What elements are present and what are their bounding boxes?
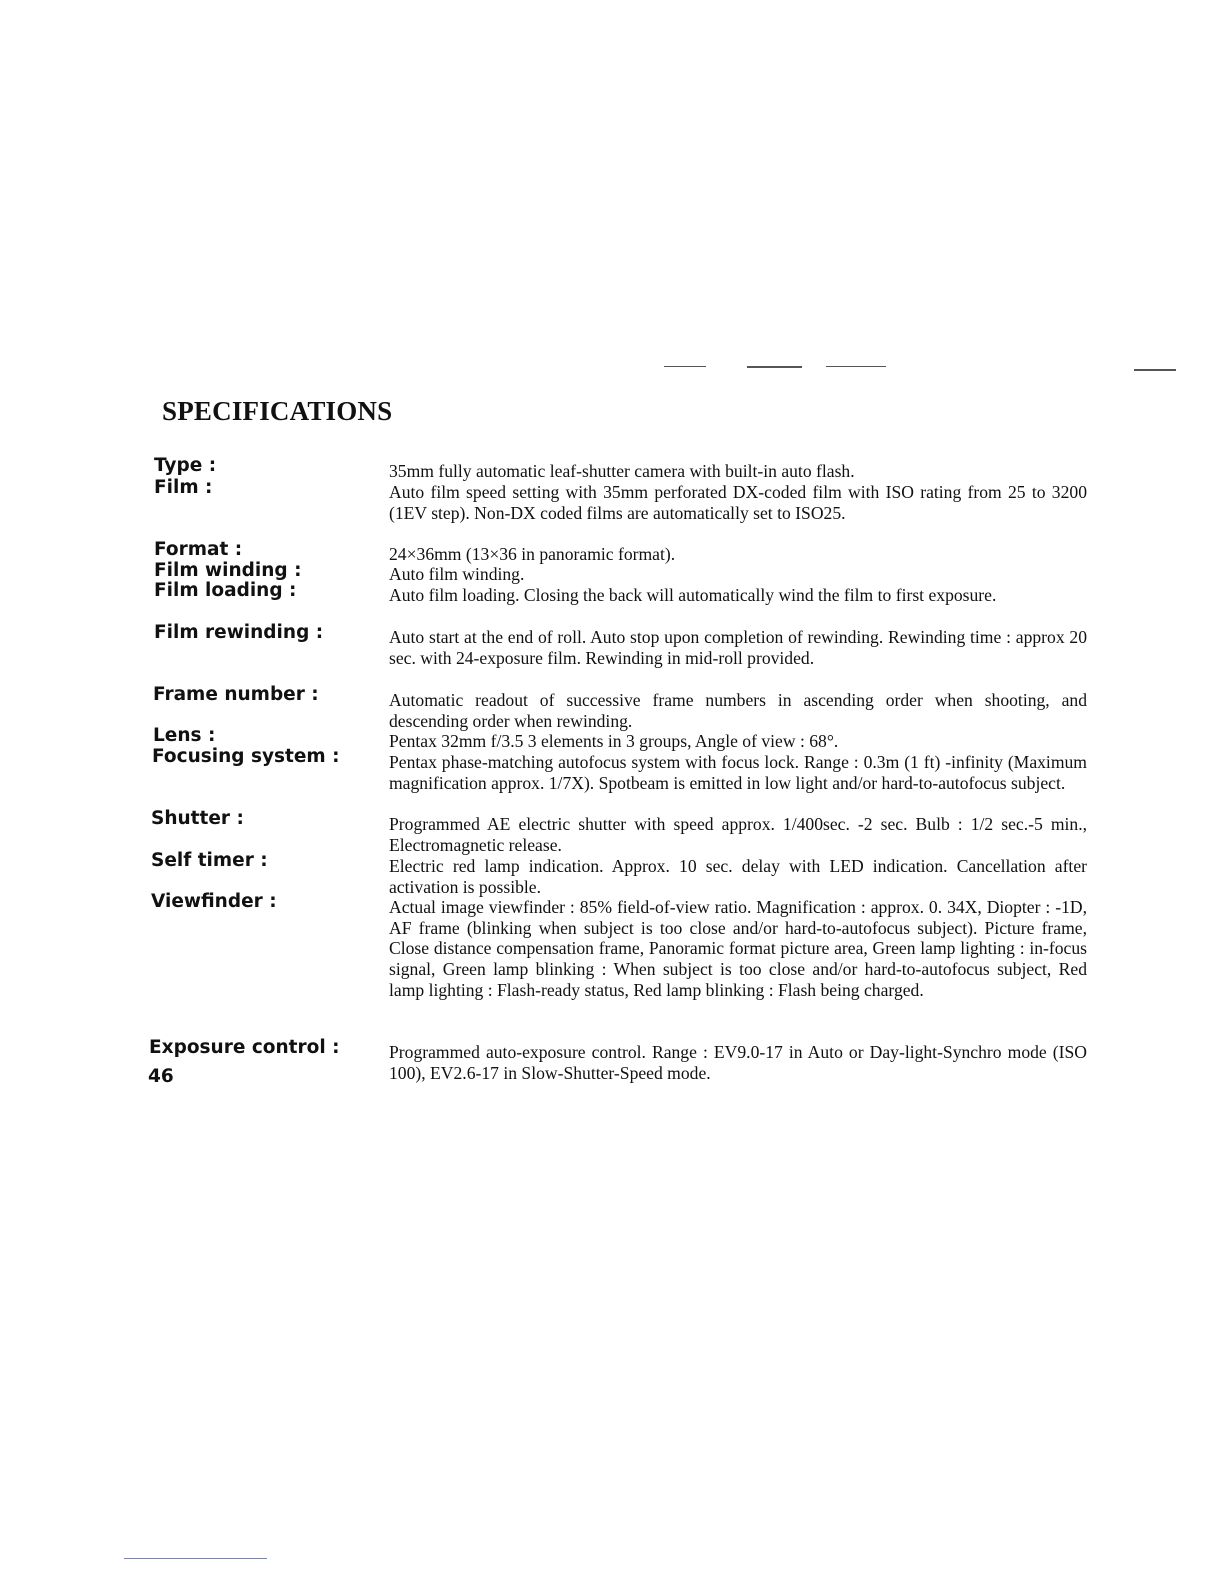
page-title: SPECIFICATIONS [162,396,393,426]
spec-value: Actual image viewfinder : 85% field-of-view ratio. Magnification : approx. 0. 34X, Diopter : -1D, AF frame (blinking when subject is too close and/or hard-to-autofocus subject). Picture frame, Close distance compensation frame, Panoramic format picture area, Green lamp lighting : in-focus signal, Green lamp blinking : When subject is too close and/or hard-to-autofocus subject, Red lamp lighting : Flash-ready status, Red lamp blinking : Flash being charged. [389,897,1087,1000]
spec-label: Type : [154,455,217,476]
spec-label: Viewfinder : [151,891,277,912]
spec-label: Self timer : [151,850,268,871]
spec-label: Exposure control : [149,1037,340,1058]
spec-label: Shutter : [151,808,244,829]
spec-label: Film : [154,477,213,498]
page-number: 46 [148,1066,174,1087]
scan-rule [124,1558,267,1559]
spec-value: Automatic readout of successive frame numbers in ascending order when shooting, and descending order when rewinding. [389,690,1087,731]
spec-value: Auto film loading. Closing the back will automatically wind the film to first exposure. [389,585,997,605]
spec-value: 24×36mm (13×36 in panoramic format). [389,544,676,564]
spec-value: Pentax phase-matching autofocus system with focus lock. Range : 0.3m (1 ft) -infinity (Maximum magnification approx. 1/7X). Spotbeam is emitted in low light and/or hard-to-autofocus subject. [389,752,1087,793]
spec-value: Pentax 32mm f/3.5 3 elements in 3 groups, Angle of view : 68°. [389,731,839,751]
spec-value: Programmed auto-exposure control. Range : EV9.0-17 in Auto or Day-light-Synchro mode (ISO 100), EV2.6-17 in Slow-Shutter-Speed mode. [389,1042,1087,1083]
spec-value: Auto start at the end of roll. Auto stop upon completion of rewinding. Rewinding time : approx 20 sec. with 24-exposure film. Rewinding in mid-roll provided. [389,627,1087,668]
spec-label: Lens : [153,725,216,746]
spec-label: Film loading : [154,580,297,601]
spec-value: Auto film winding. [389,564,525,584]
spec-value: Auto film speed setting with 35mm perforated DX-coded film with ISO rating from 25 to 3200 (1EV step). Non-DX coded films are automatically set to ISO25. [389,482,1087,523]
spec-value: Programmed AE electric shutter with speed approx. 1/400sec. -2 sec. Bulb : 1/2 sec.-5 min., Electromagnetic release. [389,814,1087,855]
spec-label: Film winding : [154,560,302,581]
spec-value: Electric red lamp indication. Approx. 10 sec. delay with LED indication. Cancellation after activation is possible. [389,856,1087,897]
spec-label: Focusing system : [152,746,340,767]
spec-label: Frame number : [153,684,319,705]
spec-value: 35mm fully automatic leaf-shutter camera with built-in auto flash. [389,461,855,481]
spec-label: Format : [154,539,243,560]
spec-label: Film rewinding : [154,622,324,643]
